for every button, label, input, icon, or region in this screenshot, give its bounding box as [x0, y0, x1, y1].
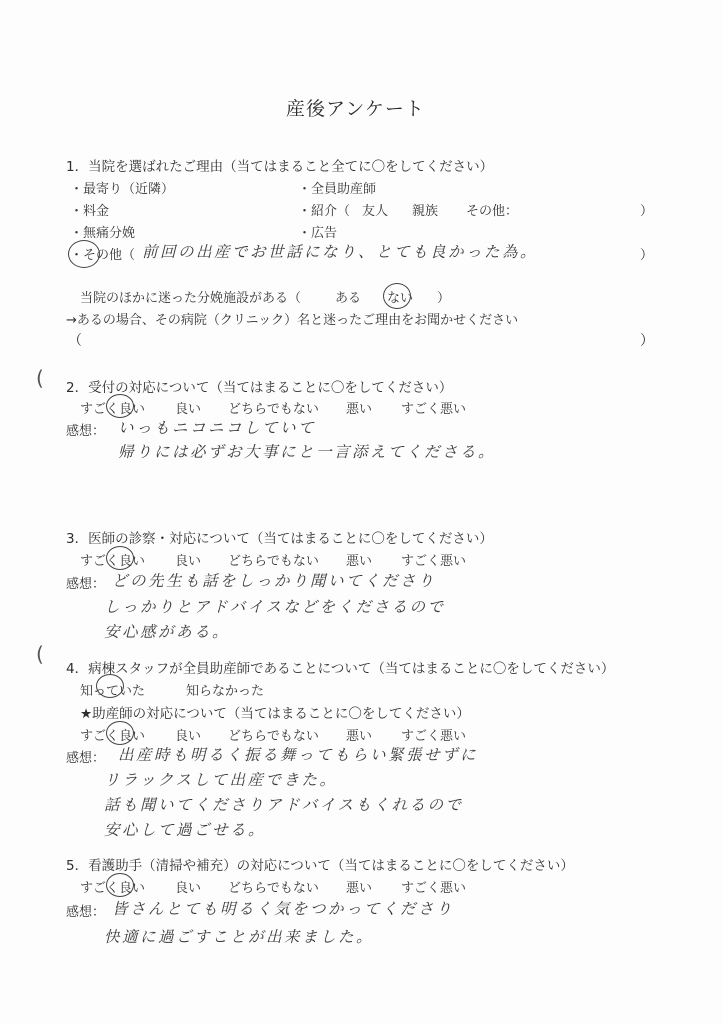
- q1-other-close: ）: [640, 248, 654, 263]
- q2-scale-very-bad: すごく悪い: [401, 402, 467, 417]
- q4-comment-line-2: リラックスして出産できた。: [104, 771, 338, 789]
- crescent-mark: (: [36, 366, 44, 390]
- page-title: 産後アンケート: [286, 98, 425, 120]
- q3-comment-line-3: 安心感がある。: [104, 623, 231, 641]
- q3-scale-neutral: どちらでもない: [228, 554, 319, 569]
- q2-comment-line-2: 帰りには必ずお大事にと一言添えてくださる。: [118, 443, 497, 461]
- circle-mark: [383, 283, 414, 309]
- q1-option-all-midwives: ・全員助産師: [298, 182, 377, 197]
- q4-didnt-know: 知らなかった: [186, 684, 265, 699]
- q3-scale-bad: 悪い: [346, 554, 373, 569]
- q1-heading: 1．当院を選ばれたご理由（当てはまること全てに〇をしてください）: [66, 159, 494, 175]
- crescent-mark: (: [36, 642, 44, 666]
- q1-referral-friend: 友人: [362, 204, 389, 219]
- q3-scale-very-good: すごく良い: [80, 554, 146, 569]
- q5-scale-good: 良い: [175, 881, 202, 896]
- circle-mark: [96, 674, 124, 698]
- q2-scale-good: 良い: [175, 402, 202, 417]
- q5-scale-very-bad: すごく悪い: [401, 881, 467, 896]
- q2-heading: 2．受付の対応について（当てはまることに〇をしてください）: [66, 380, 453, 396]
- q1-other-handwritten: 前回の出産でお世話になり、とても良かった為。: [142, 243, 539, 261]
- q3-impression-label: 感想：: [66, 577, 106, 592]
- q1-other-facility: 当院のほかに迷った分娩施設がある（: [80, 291, 302, 306]
- q2-impression-label: 感想：: [66, 424, 106, 439]
- circle-mark: [106, 394, 134, 418]
- q3-scale-very-bad: すごく悪い: [401, 554, 467, 569]
- q4-comment-line-3: 話も聞いてくださりアドバイスもくれるので: [104, 796, 464, 814]
- q4-knew: 知っていた: [80, 684, 146, 699]
- q5-scale-neutral: どちらでもない: [228, 881, 319, 896]
- q5-impression-label: 感想：: [66, 905, 106, 920]
- q3-scale-good: 良い: [175, 554, 202, 569]
- q1-opt-no: ない: [387, 291, 414, 306]
- q1-option-painless: ・無痛分娩: [70, 226, 136, 241]
- q1-referral-other: その他：: [466, 204, 519, 219]
- q1-referral-close: ）: [640, 204, 654, 219]
- q5-scale-bad: 悪い: [346, 881, 373, 896]
- q1-option-nearby: ・最寄り（近隣）: [70, 182, 175, 197]
- q3-comment-line-2: しっかりとアドバイスなどをくださるので: [104, 598, 446, 616]
- q2-scale-bad: 悪い: [346, 402, 373, 417]
- q1-option-other: ・その他（: [70, 248, 136, 263]
- q2-scale-very-good: すごく良い: [80, 402, 146, 417]
- q5-scale-very-good: すごく良い: [80, 881, 146, 896]
- q1-option-price: ・料金: [70, 204, 110, 219]
- q4-impression-label: 感想：: [66, 751, 106, 766]
- q3-heading: 3．医師の診察・対応について（当てはまることに〇をしてください）: [66, 531, 493, 547]
- q4-scale-very-good: すごく良い: [80, 729, 146, 744]
- q4-sub-heading: ★助産師の対応について（当てはまることに〇をしてください）: [80, 706, 470, 722]
- q4-comment-line-4: 安心して過ごせる。: [104, 821, 267, 839]
- q1-referral-relative: 親族: [412, 204, 439, 219]
- q1-option-referral: ・紹介（: [298, 204, 351, 219]
- q4-scale-very-bad: すごく悪い: [401, 729, 467, 744]
- q1-follow-up: →あるの場合、その病院（クリニック）名と迷ったご理由をお聞かせください: [66, 313, 519, 328]
- q4-scale-bad: 悪い: [346, 729, 373, 744]
- q5-comment-line-1: 皆さんとても明るく気をつかってくださり: [112, 900, 455, 918]
- circle-mark: [106, 546, 134, 570]
- q1-opt-yes: ある: [335, 291, 362, 306]
- q1-opt-close: ）: [437, 291, 451, 306]
- circle-mark: [106, 873, 134, 897]
- q4-scale-good: 良い: [175, 729, 202, 744]
- q1-follow-close: ）: [640, 333, 654, 349]
- q2-scale-neutral: どちらでもない: [228, 402, 319, 417]
- q5-comment-line-2: 快適に過ごすことが出来ました。: [104, 928, 375, 946]
- q4-comment-line-1: 出産時も明るく振る舞ってもらい緊張せずに: [118, 746, 479, 764]
- q1-option-ad: ・広告: [298, 226, 338, 241]
- circle-mark: [68, 240, 100, 268]
- q1-follow-open: （: [68, 333, 82, 349]
- q4-heading: 4．病棟スタッフが全員助産師であることについて（当てはまることに〇をしてください）: [66, 661, 615, 677]
- circle-mark: [106, 721, 134, 745]
- q2-comment-line-1: いっもニコニコしていて: [118, 419, 317, 437]
- q5-heading: 5．看護助手（清掃や補充）の対応について（当てはまることに〇をしてください）: [66, 858, 574, 874]
- q4-scale-neutral: どちらでもない: [228, 729, 319, 744]
- q3-comment-line-1: どの先生も話をしっかり聞いてくださり: [112, 572, 437, 590]
